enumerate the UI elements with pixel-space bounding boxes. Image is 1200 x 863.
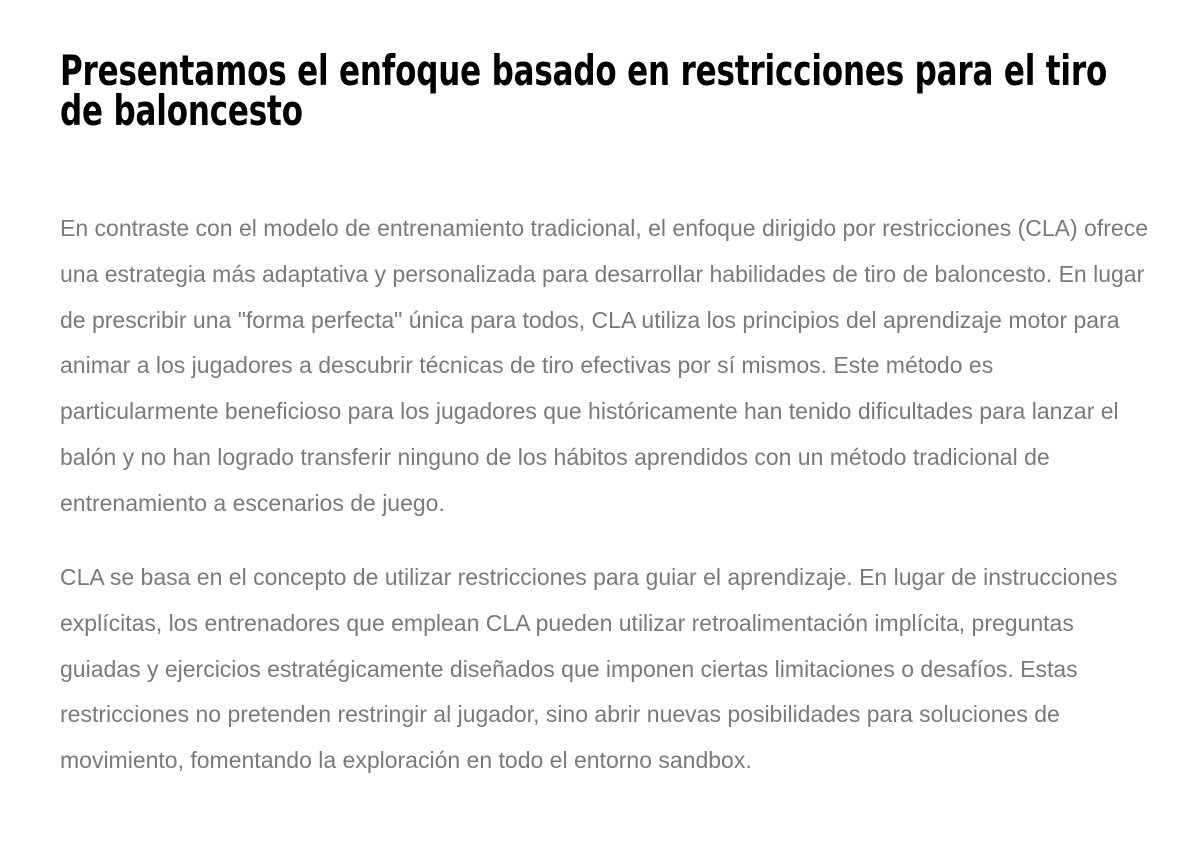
article-paragraph-2: CLA se basa en el concepto de utilizar restricciones para guiar el aprendizaje. En lugar de instrucciones explícitas, los entrenadores que emplean CLA pueden utilizar retroalimentación implícita, preguntas guiadas y ejercicios estratégicamente diseñados que imponen ciertas limitaciones o desafíos. Estas restricciones no pretenden restringir al jugador, sino abrir nuevas posibilidades para soluciones de movimiento, fomentando la exploración en todo el entorno sandbox. bbox=[60, 564, 1118, 774]
article-paragraph-1: En contraste con el modelo de entrenamiento tradicional, el enfoque dirigido por restricciones (CLA) ofrece una estrategia más adaptativa y personalizada para desarrollar habilidades de tiro de baloncesto. En lugar de prescribir una "forma perfecta" única para todos, CLA utiliza los principios del aprendizaje motor para animar a los jugadores a descubrir técnicas de tiro efectivas por sí mismos. Este método es particularmente beneficioso para los jugadores que históricamente han tenido dificultades para lanzar el balón y no han logrado transferir ninguno de los hábitos aprendidos con un método tradicional de entrenamiento a escenarios de juego. bbox=[60, 215, 1148, 516]
article-title: Presentamos el enfoque basado en restricciones para el tiro de baloncesto bbox=[60, 46, 1108, 135]
